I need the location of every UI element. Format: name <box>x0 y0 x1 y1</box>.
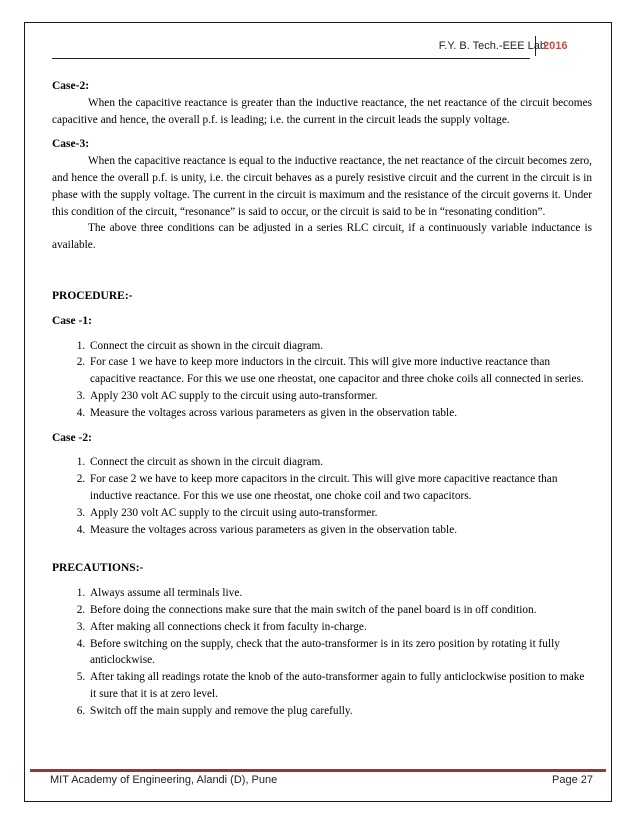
procedure-case2-heading: Case -2: <box>52 431 92 444</box>
list-item: 5. After taking all readings rotate the knob of the auto-transformer again to fully anticlockwise position to make it sure that it is at zero level. <box>88 669 592 703</box>
header-divider <box>52 58 530 59</box>
list-item: 2. For case 2 we have to keep more capacitors in the circuit. This will give more capacitive reactance than inductive reactance. For this we use one rheostat, one choke coil and two capacitors. <box>88 471 592 505</box>
list-item: 3. Apply 230 volt AC supply to the circuit using auto-transformer. <box>88 388 592 405</box>
list-item: 1. Always assume all terminals live. <box>88 585 592 602</box>
list-item: 6. Switch off the main supply and remove the plug carefully. <box>88 703 592 720</box>
footer-page-number: Page 27 <box>552 774 593 786</box>
list-item: 2. Before doing the connections make sure that the main switch of the panel board is in off condition. <box>88 602 592 619</box>
list-item: 4. Measure the voltages across various parameters as given in the observation table. <box>88 522 592 539</box>
list-item: 1. Connect the circuit as shown in the circuit diagram. <box>88 338 592 355</box>
header-title: F.Y. B. Tech.-EEE Lab <box>438 40 546 52</box>
procedure-case2-list <box>52 454 592 538</box>
header-year: 2016 <box>535 36 567 56</box>
page-content <box>52 78 592 720</box>
procedure-case1-list <box>52 338 592 422</box>
list-item: 1. Connect the circuit as shown in the circuit diagram. <box>88 454 592 471</box>
list-item: 3. Apply 230 volt AC supply to the circuit using auto-transformer. <box>88 505 592 522</box>
case2-text: When the capacitive reactance is greater than the inductive reactance, the net reactance of the circuit becomes capacitive and hence, the overall p.f. is leading; i.e. the current in the circuit leads the supply voltage. <box>52 96 592 126</box>
case3-heading: Case-3: <box>52 138 90 151</box>
list-item: 4. Measure the voltages across various parameters as given in the observation table. <box>88 405 592 422</box>
footer-institution: MIT Academy of Engineering, Alandi (D), Pune <box>50 774 278 786</box>
case2-heading: Case-2: <box>52 80 90 92</box>
procedure-heading: PROCEDURE:- <box>52 289 133 302</box>
list-item: 3. After making all connections check it from faculty in-charge. <box>88 619 592 636</box>
procedure-case1-heading: Case -1: <box>52 314 92 327</box>
precautions-list <box>52 585 592 719</box>
case3-text-2: The above three conditions can be adjusted in a series RLC circuit, if a continuously variable inductance is available. <box>52 222 592 252</box>
case3-text: When the capacitive reactance is equal to the inductive reactance, the net reactance of the circuit becomes zero, and hence the overall p.f. is unity, i.e. the circuit behaves as a purely resistive circuit and the current in the circuit is in phase with the supply voltage. The current in the circuit is maximum and the resistance of the circuit governs it. Under this condition of the circuit, “resonance” is said to occur, or the circuit is said to be in “resonating condition”. <box>52 155 592 218</box>
list-item: 4. Before switching on the supply, check that the auto-transformer is in its zero position by rotating it fully anticlockwise. <box>88 636 592 670</box>
precautions-heading: PRECAUTIONS:- <box>52 562 144 575</box>
footer-divider <box>30 769 606 772</box>
list-item: 2. For case 1 we have to keep more inductors in the circuit. This will give more inductive reactance than capacitive reactance. For this we use one rheostat, one capacitor and three choke coils all connected in series. <box>88 354 592 388</box>
